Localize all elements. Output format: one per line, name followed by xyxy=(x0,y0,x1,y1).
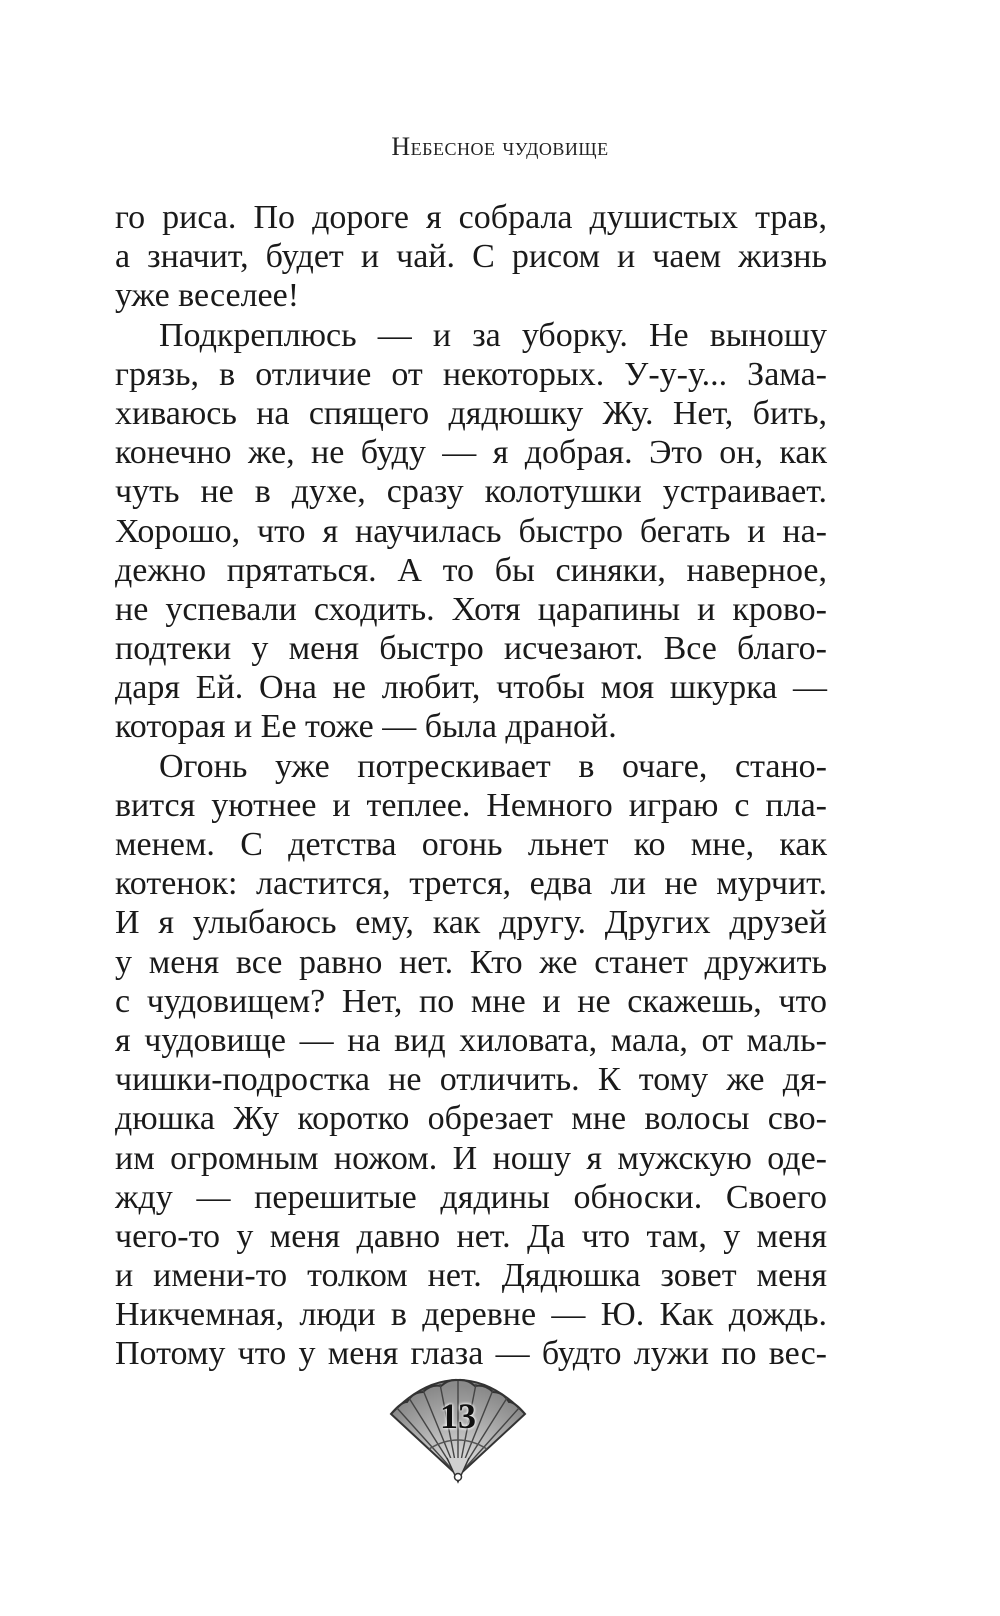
text-line: дежно прятаться. А то бы синяки, наверное, xyxy=(115,551,827,589)
text-line: им огромным ножом. И ношу я мужскую оде- xyxy=(115,1139,827,1177)
text-line: Подкреплюсь — и за уборку. Не выношу xyxy=(159,316,827,354)
text-line: а значит, будет и чай. С рисом и чаем жизнь xyxy=(115,238,827,276)
page-number-ornament xyxy=(383,1376,533,1486)
text-line: хиваюсь на спящего дядюшку Жу. Нет, бить, xyxy=(115,394,827,432)
text-line: дюшка Жу коротко обрезает мне волосы сво- xyxy=(115,1100,827,1138)
text-line: вится уютнее и теплее. Немного играю с пла- xyxy=(115,786,827,824)
text-line: я чудовище — на вид хиловата, мала, от маль- xyxy=(115,1021,827,1059)
body-text xyxy=(115,198,827,1374)
text-line: Потому что у меня глаза — будто лужи по вес- xyxy=(115,1335,827,1373)
text-line: уже веселее! xyxy=(115,277,300,315)
text-line: Никчемная, люди в деревне — Ю. Как дождь. xyxy=(115,1296,827,1334)
text-line: котенок: ластится, трется, едва ли не мурчит. xyxy=(115,865,827,903)
text-line: конечно же, не буду — я добрая. Это он, как xyxy=(115,434,827,472)
text-line: менем. С детства огонь льнет ко мне, как xyxy=(115,826,827,863)
text-line: жду — перешитые дядины обноски. Своего xyxy=(115,1178,827,1216)
text-line: которая и Ее тоже — была драной. xyxy=(115,708,617,746)
text-line: чуть не в духе, сразу колотушки устраивает. xyxy=(115,473,827,511)
text-line: чишки-подростка не отличить. К тому же дя- xyxy=(115,1061,827,1099)
paragraph xyxy=(115,316,827,747)
text-line: И я улыбаюсь ему, как другу. Других друзей xyxy=(115,904,827,942)
paragraph xyxy=(115,747,827,1374)
text-line: го риса. По дороге я собрала душистых трав, xyxy=(115,199,827,236)
text-line: с чудовищем? Нет, по мне и не скажешь, что xyxy=(115,982,827,1020)
text-line: и имени-то толком нет. Дядюшка зовет меня xyxy=(115,1257,827,1295)
text-line: Хорошо, что я научилась быстро бегать и на- xyxy=(115,512,827,550)
paragraph xyxy=(115,198,827,316)
text-line: у меня все равно нет. Кто же станет дружить xyxy=(115,943,827,981)
text-line: чего-то у меня давно нет. Да что там, у меня xyxy=(115,1217,827,1255)
text-line: грязь, в отличие от некоторых. У-у-у... Зама- xyxy=(115,355,827,393)
page-number: 13 xyxy=(440,1396,476,1436)
text-line: не успевали сходить. Хотя царапины и крово- xyxy=(115,590,827,628)
text-line: даря Ей. Она не любит, чтобы моя шкурка — xyxy=(115,669,827,707)
text-line: подтеки у меня быстро исчезают. Все благо- xyxy=(115,630,827,668)
text-line: Огонь уже потрескивает в очаге, стано- xyxy=(159,747,827,785)
running-head-title: Небесное чудовище xyxy=(391,132,609,161)
